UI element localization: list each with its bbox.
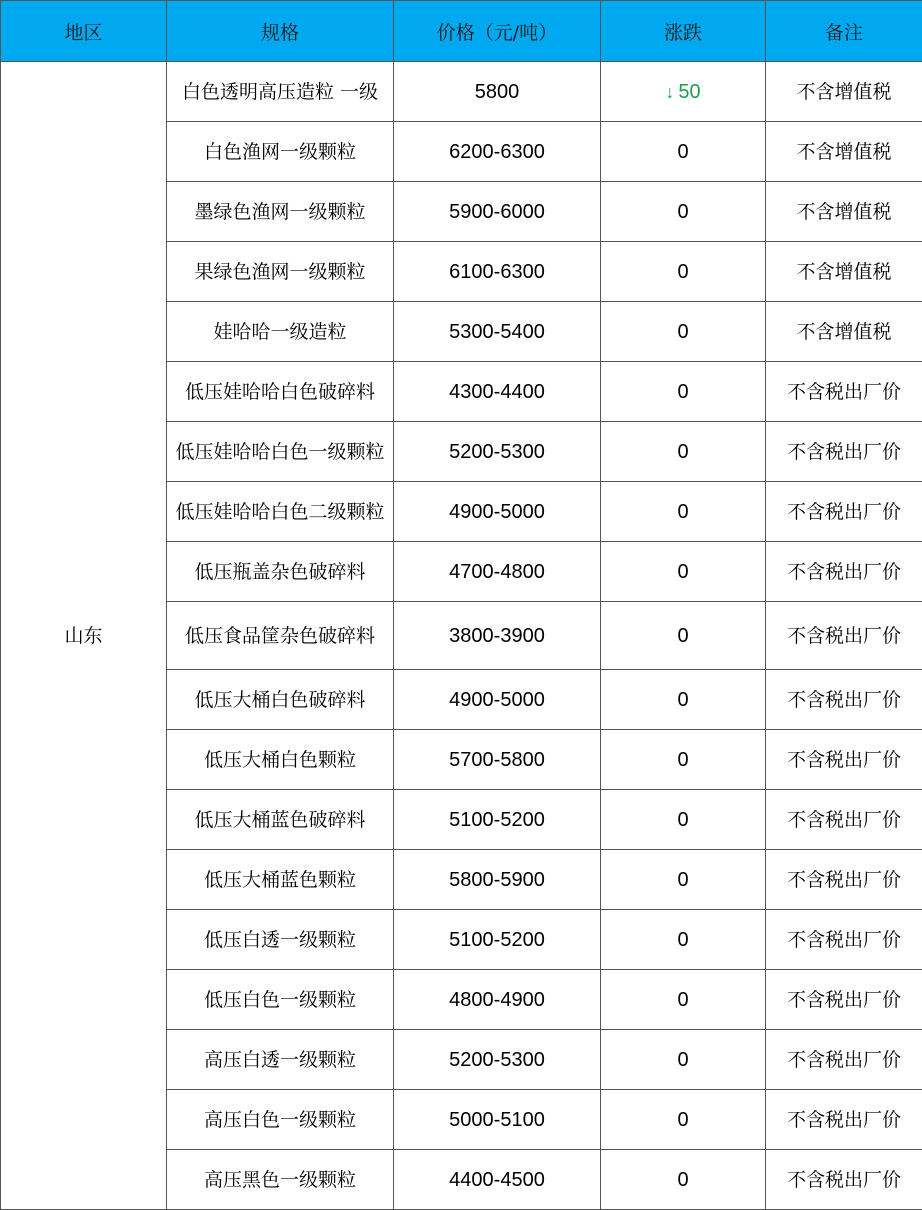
change-cell: 0 [601, 242, 766, 302]
change-cell: 0 [601, 970, 766, 1030]
price-cell: 4800-4900 [394, 970, 601, 1030]
price-cell: 5100-5200 [394, 910, 601, 970]
spec-cell: 高压白透一级颗粒 [167, 1030, 394, 1090]
price-cell: 4900-5000 [394, 670, 601, 730]
change-cell [601, 62, 766, 122]
price-cell: 5200-5300 [394, 422, 601, 482]
price-cell: 5800-5900 [394, 850, 601, 910]
table-row [1, 62, 922, 122]
change-cell: 0 [601, 602, 766, 670]
price-cell: 6200-6300 [394, 122, 601, 182]
note-cell: 不含增值税 [766, 122, 922, 182]
change-cell: 0 [601, 910, 766, 970]
change-cell: 0 [601, 850, 766, 910]
price-cell: 5900-6000 [394, 182, 601, 242]
note-cell: 不含税出厂价 [766, 730, 922, 790]
spec-cell: 高压黑色一级颗粒 [167, 1150, 394, 1210]
arrow-down-icon: ↓ [665, 82, 674, 102]
change-cell: 0 [601, 1090, 766, 1150]
spec-cell: 低压大桶白色破碎料 [167, 670, 394, 730]
change-cell: 0 [601, 182, 766, 242]
note-cell: 不含税出厂价 [766, 970, 922, 1030]
header-region: 地区 [1, 1, 167, 62]
spec-cell: 果绿色渔网一级颗粒 [167, 242, 394, 302]
price-cell: 5200-5300 [394, 1030, 601, 1090]
spec-cell: 墨绿色渔网一级颗粒 [167, 182, 394, 242]
spec-cell: 低压食品筐杂色破碎料 [167, 602, 394, 670]
header-row [1, 1, 922, 62]
spec-cell: 低压大桶蓝色颗粒 [167, 850, 394, 910]
note-cell: 不含税出厂价 [766, 910, 922, 970]
spec-cell: 低压娃哈哈白色二级颗粒 [167, 482, 394, 542]
price-cell: 5700-5800 [394, 730, 601, 790]
note-cell: 不含税出厂价 [766, 1030, 922, 1090]
header-note: 备注 [766, 1, 922, 62]
note-cell: 不含增值税 [766, 62, 922, 122]
change-cell: 0 [601, 122, 766, 182]
spec-cell: 白色渔网一级颗粒 [167, 122, 394, 182]
change-cell: 0 [601, 482, 766, 542]
note-cell: 不含税出厂价 [766, 362, 922, 422]
note-cell: 不含增值税 [766, 182, 922, 242]
price-cell: 5300-5400 [394, 302, 601, 362]
price-cell: 5100-5200 [394, 790, 601, 850]
change-cell: 0 [601, 362, 766, 422]
note-cell: 不含增值税 [766, 242, 922, 302]
change-cell: 0 [601, 790, 766, 850]
note-cell: 不含税出厂价 [766, 1150, 922, 1210]
spec-cell: 低压瓶盖杂色破碎料 [167, 542, 394, 602]
spec-cell: 低压大桶白色颗粒 [167, 730, 394, 790]
change-cell: 0 [601, 730, 766, 790]
spec-cell: 低压娃哈哈白色破碎料 [167, 362, 394, 422]
change-cell: 0 [601, 422, 766, 482]
price-cell: 5000-5100 [394, 1090, 601, 1150]
change-down [665, 81, 700, 103]
price-cell: 4700-4800 [394, 542, 601, 602]
change-cell: 0 [601, 1030, 766, 1090]
change-value: 50 [678, 81, 700, 103]
change-cell: 0 [601, 542, 766, 602]
header-spec: 规格 [167, 1, 394, 62]
price-cell: 4400-4500 [394, 1150, 601, 1210]
note-cell: 不含税出厂价 [766, 602, 922, 670]
change-cell: 0 [601, 1150, 766, 1210]
note-cell: 不含增值税 [766, 302, 922, 362]
spec-cell: 高压白色一级颗粒 [167, 1090, 394, 1150]
note-cell: 不含税出厂价 [766, 1090, 922, 1150]
note-cell: 不含税出厂价 [766, 850, 922, 910]
spec-cell: 娃哈哈一级造粒 [167, 302, 394, 362]
spec-cell: 低压白色一级颗粒 [167, 970, 394, 1030]
header-price: 价格（元/吨） [394, 1, 601, 62]
price-cell: 6100-6300 [394, 242, 601, 302]
spec-cell: 低压大桶蓝色破碎料 [167, 790, 394, 850]
region-cell: 山东 [1, 62, 167, 1210]
note-cell: 不含税出厂价 [766, 670, 922, 730]
note-cell: 不含税出厂价 [766, 790, 922, 850]
change-cell: 0 [601, 302, 766, 362]
price-cell: 3800-3900 [394, 602, 601, 670]
price-cell: 4900-5000 [394, 482, 601, 542]
note-cell: 不含税出厂价 [766, 482, 922, 542]
change-cell: 0 [601, 670, 766, 730]
price-cell: 5800 [394, 62, 601, 122]
spec-cell: 低压娃哈哈白色一级颗粒 [167, 422, 394, 482]
header-change: 涨跌 [601, 1, 766, 62]
note-cell: 不含税出厂价 [766, 422, 922, 482]
note-cell: 不含税出厂价 [766, 542, 922, 602]
spec-cell: 白色透明高压造粒 一级 [167, 62, 394, 122]
price-cell: 4300-4400 [394, 362, 601, 422]
spec-cell: 低压白透一级颗粒 [167, 910, 394, 970]
